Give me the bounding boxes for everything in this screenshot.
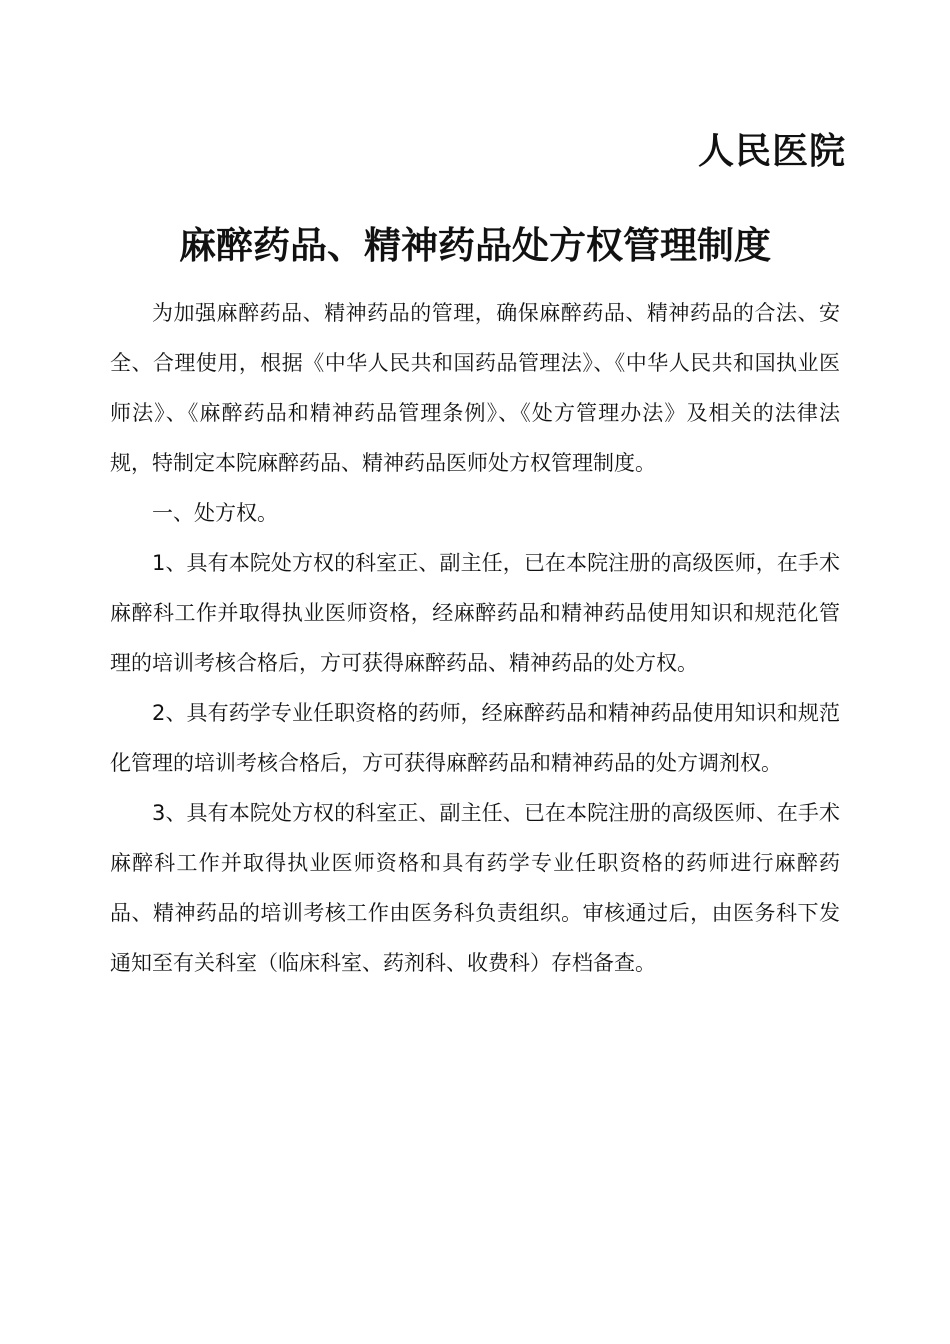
document-title: 麻醉药品、精神药品处方权管理制度 xyxy=(179,224,771,267)
clause-2-paragraph: 2、具有药学专业任职资格的药师，经麻醉药品和精神药品使用知识和规范化管理的培训考核合格后，方可获得麻醉药品和精神药品的处方调剂权。 xyxy=(110,701,840,775)
clause-1-paragraph: 1、具有本院处方权的科室正、副主任，已在本院注册的高级医师，在手术麻醉科工作并取得执业医师资格，经麻醉药品和精神药品使用知识和规范化管理的培训考核合格后，方可获得麻醉药品、精神药品的处方权。 xyxy=(110,551,840,675)
document-body xyxy=(110,288,840,988)
hospital-name: 人民医院 xyxy=(697,131,846,172)
section-heading-prescription-right: 一、处方权。 xyxy=(152,501,278,525)
clause-3-paragraph: 3、具有本院处方权的科室正、副主任、已在本院注册的高级医师、在手术麻醉科工作并取得执业医师资格和具有药学专业任职资格的药师进行麻醉药品、精神药品的培训考核工作由医务科负责组织。审核通过后，由医务科下发通知至有关科室（临床科室、药剂科、收费科）存档备查。 xyxy=(110,801,840,975)
intro-paragraph: 为加强麻醉药品、精神药品的管理，确保麻醉药品、精神药品的合法、安全、合理使用，根据《中华人民共和国药品管理法》、《中华人民共和国执业医师法》、《麻醉药品和精神药品管理条例》、《处方管理办法》及相关的法律法规，特制定本院麻醉药品、精神药品医师处方权管理制度。 xyxy=(110,301,840,475)
